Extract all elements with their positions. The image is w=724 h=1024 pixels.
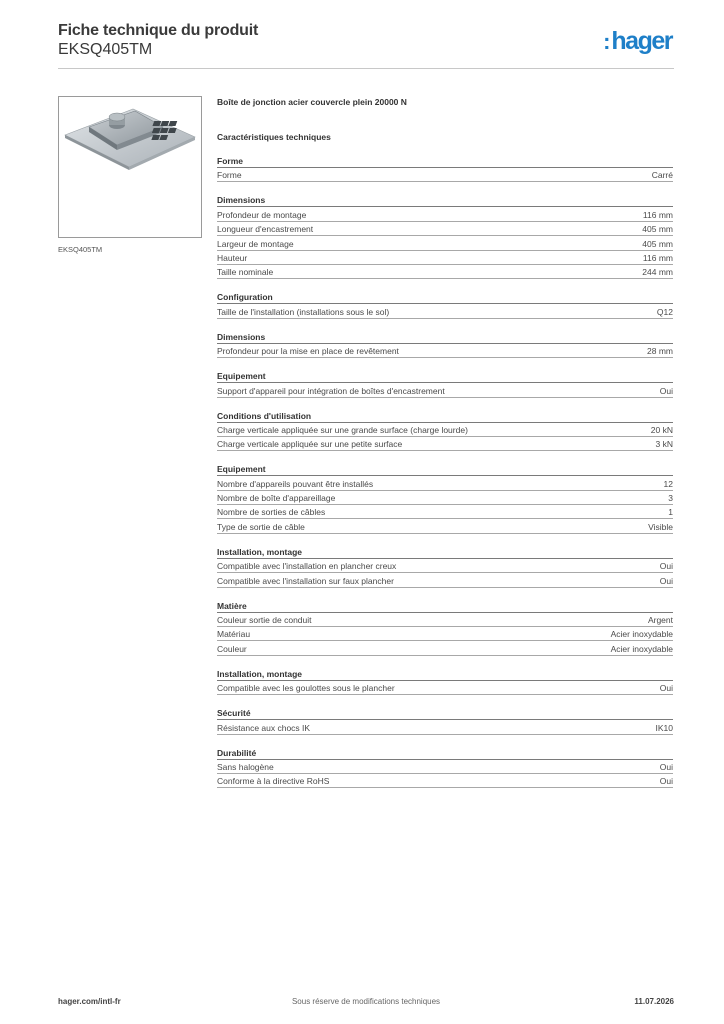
spec-value: 244 mm xyxy=(642,267,673,278)
section-title: Installation, montage xyxy=(217,546,673,559)
spec-row xyxy=(217,519,673,533)
spec-label: Compatible avec l'installation en plancher creux xyxy=(217,561,397,572)
spec-value: Oui xyxy=(659,683,673,694)
spec-label: Hauteur xyxy=(217,252,248,263)
section-title: Forme xyxy=(217,155,673,168)
spec-row xyxy=(217,505,673,519)
spec-label: Taille nominale xyxy=(217,267,274,278)
spec-row xyxy=(217,613,673,627)
page-footer xyxy=(58,997,674,1011)
spec-row xyxy=(217,423,673,437)
spec-value: 3 xyxy=(668,493,673,504)
spec-row xyxy=(217,251,673,265)
spec-row xyxy=(217,304,673,318)
section-title: Equipement xyxy=(217,370,673,383)
spec-label: Matériau xyxy=(217,629,251,640)
footer-date: 11.07.2026 xyxy=(634,997,674,1006)
spec-value: 20 kN xyxy=(650,424,673,435)
spec-value: Visible xyxy=(648,521,673,532)
section-title: Durabilité xyxy=(217,747,673,760)
spec-label: Profondeur de montage xyxy=(217,209,307,220)
section-title: Sécurité xyxy=(217,707,673,720)
spec-value: 405 mm xyxy=(642,238,673,249)
page-header xyxy=(58,22,674,70)
spec-sections xyxy=(217,155,673,788)
spec-value: Oui xyxy=(659,776,673,787)
spec-row xyxy=(217,681,673,695)
junction-box-illustration-icon xyxy=(59,97,201,237)
spec-label: Couleur xyxy=(217,643,247,654)
spec-row xyxy=(217,222,673,236)
spec-row xyxy=(217,476,673,490)
spec-row xyxy=(217,491,673,505)
spec-section xyxy=(217,410,673,452)
spec-label: Charge verticale appliquée sur une grande surface (charge lourde) xyxy=(217,424,468,435)
characteristics-heading: Caractéristiques techniques xyxy=(217,132,331,142)
spec-value: Oui xyxy=(659,575,673,586)
specifications-panel xyxy=(217,96,673,788)
spec-value: 116 mm xyxy=(642,252,673,263)
spec-label: Compatible avec l'installation sur faux plancher xyxy=(217,575,394,586)
spec-value: Oui xyxy=(659,761,673,772)
spec-label: Charge verticale appliquée sur une petite surface xyxy=(217,439,403,450)
spec-row xyxy=(217,265,673,279)
logo-text: hager xyxy=(611,27,672,55)
footer-website-link[interactable]: hager.com/intl-fr xyxy=(58,997,121,1006)
spec-row xyxy=(217,627,673,641)
spec-section xyxy=(217,747,673,789)
spec-value: Argent xyxy=(647,615,673,626)
spec-label: Taille de l'installation (installations sous le sol) xyxy=(217,306,390,317)
spec-section xyxy=(217,370,673,397)
spec-label: Profondeur pour la mise en place de revêtement xyxy=(217,346,399,357)
spec-label: Largeur de montage xyxy=(217,238,294,249)
spec-row xyxy=(217,720,673,734)
spec-label: Sans halogène xyxy=(217,761,274,772)
spec-value: 116 mm xyxy=(642,209,673,220)
spec-value: 12 xyxy=(663,478,673,489)
section-title: Matière xyxy=(217,600,673,613)
spec-section xyxy=(217,155,673,182)
spec-row xyxy=(217,437,673,451)
section-title: Conditions d'utilisation xyxy=(217,410,673,423)
spec-row xyxy=(217,344,673,358)
spec-section xyxy=(217,331,673,358)
spec-row xyxy=(217,559,673,573)
spec-row xyxy=(217,383,673,397)
spec-label: Nombre de boîte d'appareillage xyxy=(217,493,336,504)
spec-label: Forme xyxy=(217,170,242,181)
spec-label: Longueur d'encastrement xyxy=(217,224,314,235)
spec-section xyxy=(217,194,673,279)
spec-label: Nombre d'appareils pouvant être installés xyxy=(217,478,374,489)
spec-label: Type de sortie de câble xyxy=(217,521,305,532)
spec-row xyxy=(217,774,673,788)
spec-label: Nombre de sorties de câbles xyxy=(217,507,326,518)
spec-section xyxy=(217,463,673,534)
product-image xyxy=(58,96,202,238)
spec-row xyxy=(217,168,673,182)
section-title: Dimensions xyxy=(217,331,673,344)
section-title: Installation, montage xyxy=(217,668,673,681)
hager-logo xyxy=(603,28,672,55)
spec-value: Q12 xyxy=(656,306,673,317)
section-title: Equipement xyxy=(217,463,673,476)
spec-value: 405 mm xyxy=(642,224,673,235)
spec-label: Compatible avec les goulottes sous le plancher xyxy=(217,683,395,694)
spec-row xyxy=(217,236,673,250)
section-title: Configuration xyxy=(217,291,673,304)
product-description: Boîte de jonction acier couvercle plein 20000 N xyxy=(217,97,407,107)
spec-value: 1 xyxy=(668,507,673,518)
spec-row xyxy=(217,760,673,774)
spec-value: Acier inoxydable xyxy=(610,643,673,654)
product-reference: EKSQ405TM xyxy=(58,41,153,58)
spec-value: 28 mm xyxy=(647,346,673,357)
spec-section xyxy=(217,668,673,695)
spec-section xyxy=(217,291,673,318)
spec-value: IK10 xyxy=(655,722,673,733)
spec-row xyxy=(217,207,673,221)
spec-row xyxy=(217,641,673,655)
document-title: Fiche technique du produit xyxy=(58,22,259,39)
spec-label: Résistance aux chocs IK xyxy=(217,722,311,733)
image-caption: EKSQ405TM xyxy=(58,245,103,254)
spec-row xyxy=(217,573,673,587)
spec-label: Couleur sortie de conduit xyxy=(217,615,312,626)
spec-label: Support d'appareil pour intégration de boîtes d'encastrement xyxy=(217,385,445,396)
spec-value: Acier inoxydable xyxy=(610,629,673,640)
spec-label: Conforme à la directive RoHS xyxy=(217,776,330,787)
spec-value: Oui xyxy=(659,385,673,396)
spec-value: Oui xyxy=(659,561,673,572)
spec-value: 3 kN xyxy=(655,439,673,450)
header-divider xyxy=(58,68,674,69)
spec-section xyxy=(217,600,673,656)
spec-section xyxy=(217,546,673,588)
spec-value: Carré xyxy=(651,170,673,181)
spec-section xyxy=(217,707,673,734)
footer-disclaimer: Sous réserve de modifications techniques xyxy=(291,997,441,1006)
logo-dots-icon: : xyxy=(603,29,611,54)
section-title: Dimensions xyxy=(217,194,673,207)
